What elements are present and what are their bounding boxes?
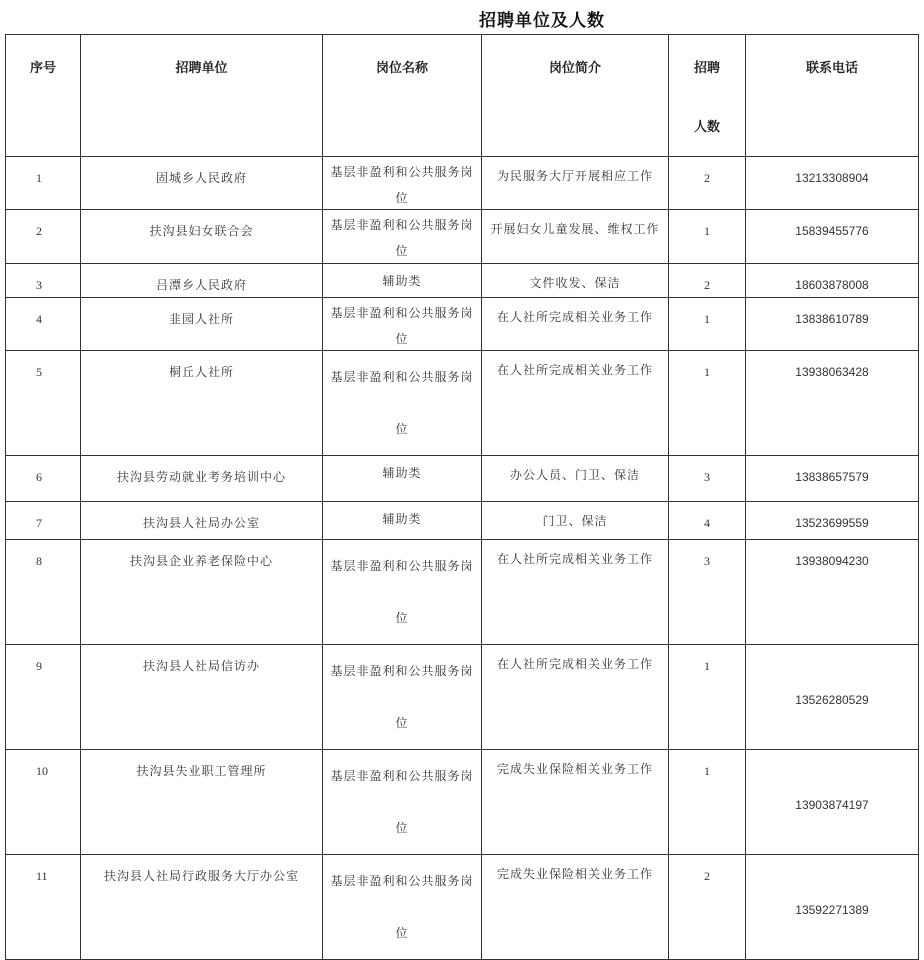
row-1-unit: 固城乡人民政府 xyxy=(155,171,247,185)
cell-no xyxy=(6,157,81,210)
cell-description xyxy=(482,298,669,351)
cell-no xyxy=(6,750,81,855)
row-4-no: 4 xyxy=(36,312,42,326)
row-4-position-l1: 基层非盈利和公共服务岗 xyxy=(330,306,474,320)
row-5-position-l1: 基层非盈利和公共服务岗 xyxy=(330,370,474,384)
cell-position xyxy=(323,264,482,298)
row-11-no: 11 xyxy=(36,869,48,883)
row-4-description: 在人社所完成相关业务工作 xyxy=(496,310,653,324)
cell-phone xyxy=(746,645,919,750)
cell-no xyxy=(6,855,81,960)
row-11-description: 完成失业保险相关业务工作 xyxy=(496,867,653,881)
table-row-5 xyxy=(6,351,919,456)
cell-no xyxy=(6,298,81,351)
cell-count xyxy=(669,855,746,960)
cell-no xyxy=(6,264,81,298)
cell-description xyxy=(482,264,669,298)
row-1-no: 1 xyxy=(36,171,42,185)
row-10-position-l1: 基层非盈利和公共服务岗 xyxy=(330,769,474,783)
row-8-position-l1: 基层非盈利和公共服务岗 xyxy=(330,559,474,573)
row-6-phone: 13838657579 xyxy=(795,470,869,484)
cell-description xyxy=(482,351,669,456)
recruitment-table xyxy=(5,34,919,960)
row-7-phone: 13523699559 xyxy=(795,516,869,530)
cell-no xyxy=(6,210,81,264)
row-4-unit: 韭园人社所 xyxy=(168,312,234,326)
cell-phone xyxy=(746,456,919,502)
row-5-description: 在人社所完成相关业务工作 xyxy=(496,363,653,377)
row-1-description: 为民服务大厅开展相应工作 xyxy=(496,169,653,183)
row-7-position-l1: 辅助类 xyxy=(382,512,422,526)
row-5-position-l2: 位 xyxy=(395,422,409,436)
table-row-3 xyxy=(6,264,919,298)
row-6-count: 3 xyxy=(704,470,710,484)
row-7-unit: 扶沟县人社局办公室 xyxy=(142,516,260,530)
header-position: 岗位名称 xyxy=(323,35,482,157)
cell-position xyxy=(323,645,482,750)
row-6-description: 办公人员、门卫、保洁 xyxy=(509,468,640,482)
cell-description xyxy=(482,456,669,502)
row-8-description: 在人社所完成相关业务工作 xyxy=(496,552,653,566)
row-1-position-l1: 基层非盈利和公共服务岗 xyxy=(330,165,474,179)
cell-count xyxy=(669,456,746,502)
header-description: 岗位简介 xyxy=(482,35,669,157)
row-11-count: 2 xyxy=(704,869,710,883)
cell-unit xyxy=(81,210,323,264)
row-11-phone: 13592271389 xyxy=(795,903,869,917)
cell-phone xyxy=(746,750,919,855)
row-10-no: 10 xyxy=(36,764,48,778)
cell-unit xyxy=(81,456,323,502)
cell-position xyxy=(323,351,482,456)
table-row-11 xyxy=(6,855,919,960)
cell-description xyxy=(482,502,669,540)
cell-phone xyxy=(746,157,919,210)
header-count: 招聘 人数 xyxy=(669,35,746,157)
row-1-count: 2 xyxy=(704,171,710,185)
cell-no xyxy=(6,351,81,456)
row-10-unit: 扶沟县失业职工管理所 xyxy=(136,764,267,778)
row-8-unit: 扶沟县企业养老保险中心 xyxy=(129,554,273,568)
row-9-no: 9 xyxy=(36,659,42,673)
header-unit: 招聘单位 xyxy=(81,35,323,157)
row-5-phone: 13938063428 xyxy=(795,365,869,379)
cell-unit xyxy=(81,540,323,645)
cell-position xyxy=(323,210,482,264)
table-row-9 xyxy=(6,645,919,750)
row-8-no: 8 xyxy=(36,554,42,568)
cell-no xyxy=(6,540,81,645)
cell-unit xyxy=(81,750,323,855)
cell-position xyxy=(323,456,482,502)
row-2-position-l2: 位 xyxy=(395,244,409,258)
cell-phone xyxy=(746,264,919,298)
cell-description xyxy=(482,855,669,960)
row-7-description: 门卫、保洁 xyxy=(542,514,608,528)
row-2-no: 2 xyxy=(36,224,42,238)
row-11-unit: 扶沟县人社局行政服务大厅办公室 xyxy=(103,869,299,883)
row-9-position-l1: 基层非盈利和公共服务岗 xyxy=(330,664,474,678)
cell-unit xyxy=(81,264,323,298)
cell-no xyxy=(6,502,81,540)
cell-phone xyxy=(746,540,919,645)
cell-count xyxy=(669,264,746,298)
row-8-count: 3 xyxy=(704,554,710,568)
row-8-phone: 13938094230 xyxy=(795,554,869,568)
cell-phone xyxy=(746,298,919,351)
cell-unit xyxy=(81,645,323,750)
cell-count xyxy=(669,645,746,750)
row-2-description: 开展妇女儿童发展、维权工作 xyxy=(490,222,660,236)
table-row-7 xyxy=(6,502,919,540)
row-9-phone: 13526280529 xyxy=(795,693,869,707)
cell-count xyxy=(669,351,746,456)
cell-position xyxy=(323,502,482,540)
row-7-no: 7 xyxy=(36,516,42,530)
row-5-no: 5 xyxy=(36,365,42,379)
row-6-position-l1: 辅助类 xyxy=(382,466,422,480)
header-row xyxy=(6,35,919,157)
row-10-count: 1 xyxy=(704,764,710,778)
row-5-count: 1 xyxy=(704,365,710,379)
row-1-phone: 13213308904 xyxy=(795,171,869,185)
cell-unit xyxy=(81,855,323,960)
row-3-phone: 18603878008 xyxy=(795,278,869,292)
row-5-unit: 桐丘人社所 xyxy=(168,365,234,379)
cell-unit xyxy=(81,298,323,351)
row-3-no: 3 xyxy=(36,278,42,292)
row-10-description: 完成失业保险相关业务工作 xyxy=(496,762,653,776)
cell-phone xyxy=(746,855,919,960)
cell-description xyxy=(482,210,669,264)
row-6-no: 6 xyxy=(36,470,42,484)
cell-unit xyxy=(81,502,323,540)
table-row-10 xyxy=(6,750,919,855)
cell-count xyxy=(669,540,746,645)
row-10-phone: 13903874197 xyxy=(795,798,869,812)
table-row-1 xyxy=(6,157,919,210)
table-row-6 xyxy=(6,456,919,502)
row-3-unit: 吕潭乡人民政府 xyxy=(155,278,247,292)
row-11-position-l2: 位 xyxy=(395,926,409,940)
row-7-count: 4 xyxy=(704,516,710,530)
cell-phone xyxy=(746,502,919,540)
cell-position xyxy=(323,540,482,645)
cell-count xyxy=(669,210,746,264)
row-8-position-l2: 位 xyxy=(395,611,409,625)
row-9-count: 1 xyxy=(704,659,710,673)
header-phone: 联系电话 xyxy=(746,35,919,157)
row-3-description: 文件收发、保洁 xyxy=(529,276,621,290)
cell-position xyxy=(323,750,482,855)
row-9-description: 在人社所完成相关业务工作 xyxy=(496,657,653,671)
cell-no xyxy=(6,456,81,502)
cell-position xyxy=(323,157,482,210)
cell-description xyxy=(482,540,669,645)
cell-count xyxy=(669,157,746,210)
row-2-phone: 15839455776 xyxy=(795,224,869,238)
row-3-count: 2 xyxy=(704,278,710,292)
cell-count xyxy=(669,750,746,855)
cell-position xyxy=(323,298,482,351)
cell-unit xyxy=(81,157,323,210)
table-row-4 xyxy=(6,298,919,351)
row-9-unit: 扶沟县人社局信访办 xyxy=(142,659,260,673)
cell-count xyxy=(669,502,746,540)
cell-description xyxy=(482,157,669,210)
row-6-unit: 扶沟县劳动就业考务培训中心 xyxy=(116,470,286,484)
row-2-count: 1 xyxy=(704,224,710,238)
cell-phone xyxy=(746,210,919,264)
row-11-position-l1: 基层非盈利和公共服务岗 xyxy=(330,874,474,888)
cell-count xyxy=(669,298,746,351)
row-4-phone: 13838610789 xyxy=(795,312,869,326)
table-row-8 xyxy=(6,540,919,645)
row-2-position-l1: 基层非盈利和公共服务岗 xyxy=(330,218,474,232)
row-2-unit: 扶沟县妇女联合会 xyxy=(149,224,254,238)
row-1-position-l2: 位 xyxy=(395,191,409,205)
document-title: 招聘单位及人数 xyxy=(479,11,605,31)
cell-no xyxy=(6,645,81,750)
row-10-position-l2: 位 xyxy=(395,821,409,835)
cell-position xyxy=(323,855,482,960)
cell-phone xyxy=(746,351,919,456)
header-no: 序号 xyxy=(6,35,81,157)
cell-description xyxy=(482,645,669,750)
row-4-count: 1 xyxy=(704,312,710,326)
table-row-2 xyxy=(6,210,919,264)
cell-description xyxy=(482,750,669,855)
row-4-position-l2: 位 xyxy=(395,332,409,346)
cell-unit xyxy=(81,351,323,456)
row-9-position-l2: 位 xyxy=(395,716,409,730)
row-3-position-l1: 辅助类 xyxy=(382,274,422,288)
